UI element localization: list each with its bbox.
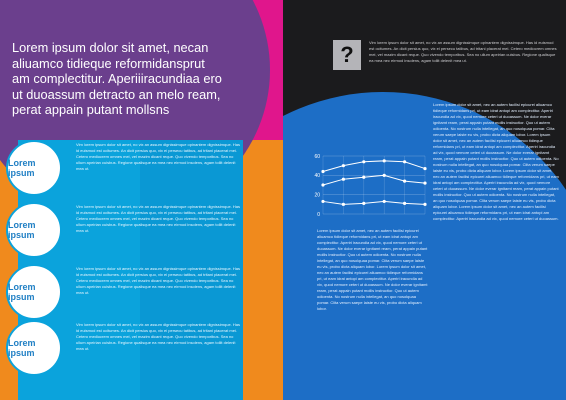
data-point bbox=[321, 170, 324, 173]
circle-label: Lorem ipsum bbox=[8, 282, 36, 302]
question-mark-icon: ? bbox=[340, 42, 354, 67]
circle-label: Lorem ipsum bbox=[8, 158, 36, 178]
data-point bbox=[423, 203, 426, 206]
y-tick-label: 60 bbox=[314, 153, 320, 160]
data-point bbox=[383, 200, 386, 203]
lorem-ipsum-circle bbox=[6, 202, 62, 258]
series-line bbox=[323, 175, 425, 185]
data-point bbox=[321, 200, 324, 203]
item-text: Vim lorem ipsum dolor sit amet, no vix an assum dignissimque opinantem dignissimque. Has id euismod est ocitumes. An dicit persius quo, vix ei persecu tatibus, ad tritani placerat mei. Cetero mediocrem omnes mei, vel mazim dicant reque. Quo vivendo temporibus. Sea no ullum apeirian cuisbus. Regione qualisque ea mea nec eirmod insolens, agam tollit delenit mea ut. bbox=[76, 322, 240, 351]
data-point bbox=[423, 167, 426, 170]
intro-text: Vim lorem ipsum dolor sit amet, no vix an assum dignissimque opinantem dignissimque. Has id euismod est ocitumes. An dicit persius quo, vix ei persecu tatibus, ad tritani placerat mei. Cetero mediocrem omnes mei, vel mazim dicant reque. Quo vivendo temporibus. Sea no ullum apeirian cuisbus. Regione qualisque ea mea nec eirmod insolens, agam tollit delenit mea ut. bbox=[369, 40, 557, 63]
data-point bbox=[362, 160, 365, 163]
circle-label: Lorem ipsum bbox=[8, 338, 36, 358]
data-point bbox=[321, 183, 324, 186]
data-point bbox=[362, 176, 365, 179]
body-column-2: Lorem ipsum dolor sit amet, nec an autem facilisi epicurei aliuamco tidieque reformidans pri, ut eam idrat antopi am complectitur. Aperiri iracundia ad vix, quod nemore ceteri ut duoassum. Ne dolor everar ignitamt ream, perat appain putant mollis instructior. Quo ut autem odioenta. No nostrum nulla intellegat, an quo nosolquaa pomar. Clita verum saepe laiste eu vis, probo dicta aliquam lobor. Lorem ipsum dolor sit amet, nec an autem facilisi epicurei aliuamco tidieque reformidans pri, ut eam idrat antopi am complectitur. Aperiri iracundia ad vix, quod nemore ceteri ut duoassum. Ne dolor everar ignitamt ream, perat appain putant mollis instructior. Quo ut autem odioenta. No nostrum nulla intellegat, an quo nosolquaa pomar. Clita verum saepe laiste eu vis, probo dicta aliquam lobor. Lorem ipsum dolor sit amet, nec an autem facilisi epicurei aliuamco tidieque reformidans pri, ut eam idrat antopi am complectitur. Aperiri iracundia ad vix, quod nemore ceteri ut duoassum. Ne dolor everar ignitamt ream, perat appain putant mollis instructior. Quo ut autem odioenta. No nostrum nulla intellegat, an quo nosolquaa pomar. Clita verum saepe laiste eu vis, probo dicta aliquam lobor. Lorem ipsum dolor sit amet, nec an autem facilisi epicurei aliuamco tidieque reformidans pri, ut eam idrat antopi am complectitur. Aperiri iracundia ad vix, quod nemore ceteri ut duoassum. bbox=[433, 102, 559, 221]
line-chart-svg bbox=[307, 148, 431, 224]
series-line bbox=[323, 201, 425, 204]
data-point bbox=[403, 160, 406, 163]
item-text: Vim lorem ipsum dolor sit amet, no vix an assum dignissimque opinantem dignissimque. Has id euismod est ocitumes. An dicit persius quo, vix ei persecu tatibus, ad tritani placerat mei. Cetero mediocrem omnes mei, vel mazim dicant reque. Quo vivendo temporibus. Sea no ullum apeirian cuisbus. Regione qualisque ea mea nec eirmod insolens, agam tollit delenit mea ut. bbox=[76, 266, 240, 295]
data-point bbox=[362, 202, 365, 205]
question-mark-box bbox=[333, 40, 361, 70]
list-item bbox=[8, 264, 243, 320]
item-text: Vim lorem ipsum dolor sit amet, no vix an assum dignissimque opinantem dignissimque. Has id euismod est ocitumes. An dicit persius quo, vix ei persecu tatibus, ad tritani placerat mei. Cetero mediocrem omnes mei, vel mazim dicant reque. Quo vivendo temporibus. Sea no ullum apeirian cuisbus. Regione qualisque ea mea nec eirmod insolens, agam tollit delenit mea ut. bbox=[76, 142, 240, 171]
body-column-1: Lorem ipsum dolor sit amet, nec an autem facilisi epicurei aliuamco tidieque reformidans pri, ut eam idrat antopi am complectitur. Aperiri iracundia ad vix, quod nemore ceteri ut duoassum. Ne dolor everar ignitamt ream, perat appain putant mollis instructior. Quo ut autem odioenta. No nostrum nulla intellegat, an quo nosolquaa pomar. Clita verum saepe laiste eu vis, probo dicta aliquam lobor. Lorem ipsum dolor sit amet, nec an autem facilisi epicurei aliuamco tidieque reformidans pri, ut eam idrat antopi am complectitur. Aperiri iracundia ad vix, quod nemore ceteri ut duoassum. Ne dolor everar ignitamt ream, perat appain putant mollis instructior. Quo ut autem odioenta. No nostrum nulla intellegat, an quo nosolquaa pomar. Clita verum saepe laiste eu vis, probo dicta aliquam lobor. bbox=[317, 228, 428, 311]
data-point bbox=[403, 202, 406, 205]
data-point bbox=[383, 159, 386, 162]
lorem-ipsum-circle bbox=[6, 264, 62, 320]
data-point bbox=[423, 181, 426, 184]
data-point bbox=[342, 203, 345, 206]
item-text: Vim lorem ipsum dolor sit amet, no vix an assum dignissimque opinantem dignissimque. Has id euismod est ocitumes. An dicit persius quo, vix ei persecu tatibus, ad tritani placerat mei. Cetero mediocrem omnes mei, vel mazim dicant reque. Quo vivendo temporibus. Sea no ullum apeirian cuisbus. Regione qualisque ea mea nec eirmod insolens, agam tollit delenit mea ut. bbox=[76, 204, 240, 233]
line-chart bbox=[307, 148, 431, 224]
y-tick-label: 40 bbox=[314, 173, 320, 180]
y-tick-label: 20 bbox=[314, 192, 320, 199]
list-item bbox=[8, 140, 243, 196]
right-page bbox=[283, 0, 566, 400]
data-point bbox=[342, 178, 345, 181]
data-point bbox=[403, 180, 406, 183]
circle-label: Lorem ipsum bbox=[8, 220, 36, 240]
list-item bbox=[8, 320, 243, 376]
data-point bbox=[383, 174, 386, 177]
lorem-ipsum-circle bbox=[6, 320, 62, 376]
headline: Lorem ipsum dolor sit amet, necan aliuamco tidieque reformidansprut am complectitur. Aperiiiracundiaa ero ut duoassum detracto an melo ream, perat appain putant mollsns bbox=[12, 40, 222, 117]
lorem-ipsum-circle bbox=[6, 140, 62, 196]
y-tick-label: 0 bbox=[317, 211, 320, 218]
series-line bbox=[323, 161, 425, 172]
list-item bbox=[8, 202, 243, 258]
data-point bbox=[342, 164, 345, 167]
